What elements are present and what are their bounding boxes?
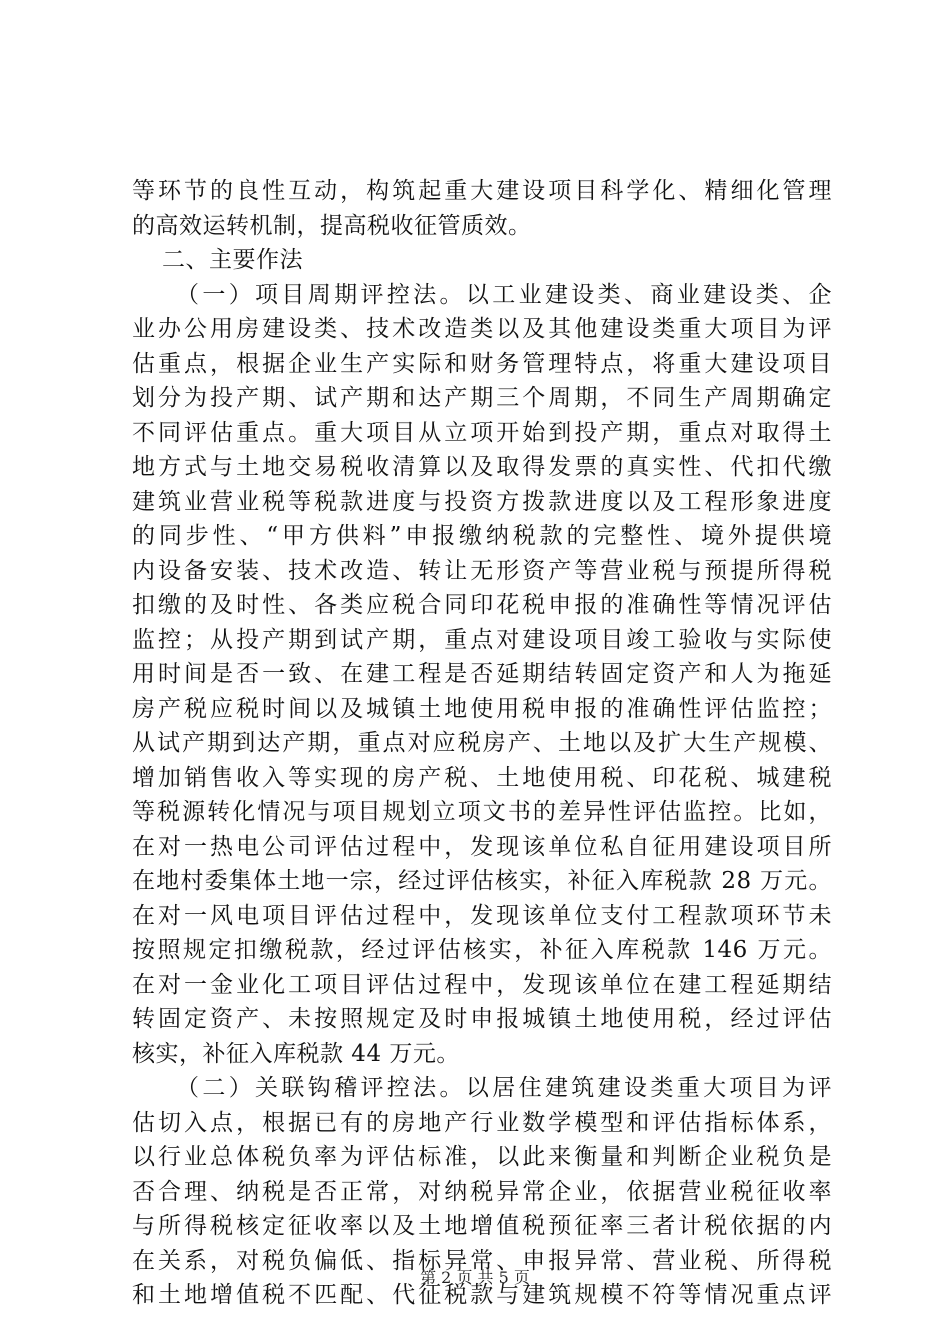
text-line: （一）项目周期评控法。以工业建设类、商业建设类、企 [176, 281, 832, 308]
text-line: 在地村委集体土地一宗，经过评估核实，补征入库税款 28 万元。 [132, 868, 832, 894]
text-line: 以行业总体税负率为评估标准，以此来衡量和判断企业税负是 [132, 1144, 832, 1170]
text-line: 等税源转化情况与项目规划立项文书的差异性评估监控。比如， [132, 799, 832, 825]
text-line: 在对一热电公司评估过程中，发现该单位私自征用建设项目所 [132, 833, 832, 860]
text-line: 扣缴的及时性、各类应税合同印花税申报的准确性等情况评估 [132, 592, 832, 618]
text-line: 房产税应税时间以及城镇土地使用税申报的准确性评估监控； [132, 695, 832, 722]
document-body [132, 174, 832, 1313]
text-line: 与所得税核定征收率以及土地增值税预征率三者计税依据的内 [132, 1213, 832, 1239]
text-line: 按照规定扣缴税款，经过评估核实，补征入库税款 146 万元。 [132, 937, 832, 963]
text-line: 等环节的良性互动，构筑起重大建设项目科学化、精细化管理 [132, 178, 832, 204]
text-line: 在对一风电项目评估过程中，发现该单位支付工程款项环节未 [132, 902, 832, 929]
text-line: 增加销售收入等实现的房产税、土地使用税、印花税、城建税 [132, 764, 832, 791]
text-line: 在关系，对税负偏低、指标异常、申报异常、营业税、所得税 [132, 1247, 832, 1274]
text-line: 监控；从投产期到试产期，重点对建设项目竣工验收与实际使 [132, 626, 832, 653]
text-line: 从试产期到达产期，重点对应税房产、土地以及扩大生产规模、 [132, 730, 832, 756]
text-line: 在对一金业化工项目评估过程中，发现该单位在建工程延期结 [132, 971, 832, 998]
text-line: 划分为投产期、试产期和达产期三个周期，不同生产周期确定 [132, 385, 832, 411]
text-line: （二）关联钩稽评控法。以居住建筑建设类重大项目为评 [176, 1075, 832, 1101]
text-line: 建筑业营业税等税款进度与投资方拨款进度以及工程形象进度 [132, 488, 832, 515]
text-line: 否合理、纳税是否正常，对纳税异常企业，依据营业税征收率 [132, 1178, 832, 1205]
text-line: 不同评估重点。重大项目从立项开始到投产期，重点对取得土 [132, 419, 832, 446]
section-heading: 二、主要作法 [162, 247, 303, 273]
text-line: 用时间是否一致、在建工程是否延期结转固定资产和人为拖延 [132, 661, 832, 687]
text-line: 的高效运转机制，提高税收征管质效。 [132, 212, 532, 239]
text-line: 业办公用房建设类、技术改造类以及其他建设类重大项目为评 [132, 316, 832, 342]
text-line: 估重点，根据企业生产实际和财务管理特点，将重大建设项目 [132, 350, 832, 377]
text-line: 和土地增值税不匹配、代征税款与建筑规模不符等情况重点评 [132, 1282, 832, 1308]
text-line: 内设备安装、技术改造、转让无形资产等营业税与预提所得税 [132, 557, 832, 584]
page-footer: 第 2 页 共 5 页 [420, 1268, 530, 1287]
text-line: 的同步性、“甲方供料”申报缴纳税款的完整性、境外提供境 [132, 523, 832, 549]
text-line: 核实，补征入库税款 44 万元。 [132, 1040, 460, 1067]
text-line: 转固定资产、未按照规定及时申报城镇土地使用税，经过评估 [132, 1006, 832, 1032]
text-line: 地方式与土地交易税收清算以及取得发票的真实性、代扣代缴 [132, 454, 832, 480]
text-line: 估切入点，根据已有的房地产行业数学模型和评估指标体系， [132, 1109, 832, 1136]
